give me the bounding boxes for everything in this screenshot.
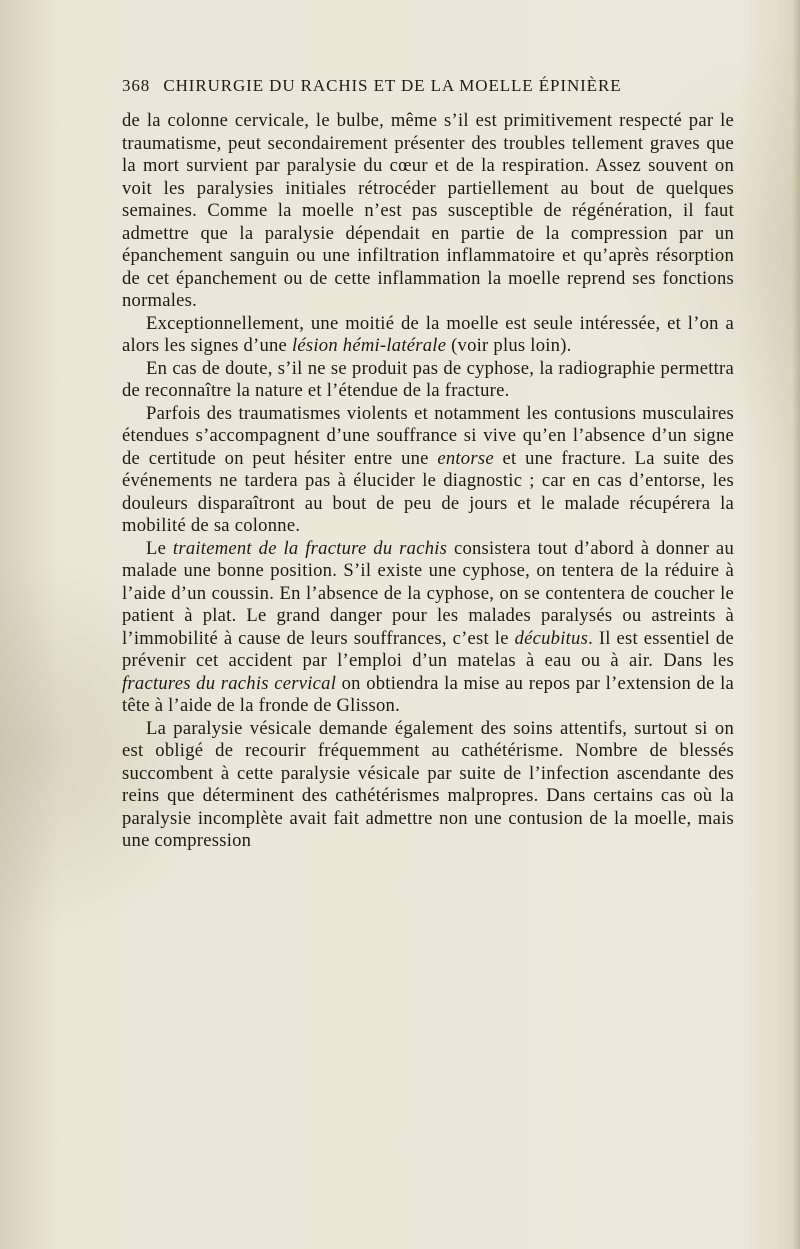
text-run: et une fracture. La suite des événements ne tardera pas à élucider le diagnostic ; car en cas d’entorse, les douleurs disparaîtront au bout de peu de jours et le malade récupérera la mobilité de sa colonne. [122,447,734,536]
italic-text: décubitus [514,627,589,649]
text-run: Le [146,537,173,559]
text-run: Exceptionnellement, une moitié de la moelle est seule intéressée, et l’on a alors les signes d’une [122,312,734,356]
paragraph [122,110,734,313]
paragraph [122,538,734,718]
text-run: La paralysie vésicale demande également des soins attentifs, surtout si on est obligé de recourir fréquemment au cathétérisme. Nombre de blessés succombent à cette paralysie vésicale par suite de l’infection ascendante des reins que déterminent des cathétérismes malpropres. Dans certains cas où la paralysie incomplète avait fait admettre non une contusion de la moelle, mais une compression [122,717,734,851]
text-run: En cas de doute, s’il ne se produit pas de cyphose, la radiographie permettra de reconnaître la nature et l’étendue de la fracture. [122,357,734,401]
text-run: . Il est essentiel de prévenir cet accident par l’emploi d’un matelas à eau ou à air. Dans les [122,627,734,671]
text-run: Parfois des traumatismes violents et notamment les contusions musculaires étendues s’accompagnent d’une souffrance si vive qu’en l’absence d’un signe de certitude on peut hésiter entre une [122,402,734,469]
page-number: 368 [122,76,151,95]
paragraph [122,403,734,538]
italic-text: fractures du rachis cervical [122,672,337,694]
text-run: consistera tout d’abord à donner au malade une bonne position. S’il existe une cyphose, on tentera de la réduire à l’aide d’un coussin. En l’absence de la cyphose, on se contentera de coucher le patient à plat. Le grand danger pour les malades paralysés ou astreints à l’immobilité à cause de leurs souffrances, c’est le [122,537,734,649]
body-text [122,110,734,853]
text-run: on obtiendra la mise au repos par l’extension de la tête à l’aide de la fronde de Glisson. [122,672,734,716]
text-run: (voir plus loin). [446,335,572,356]
paragraph [122,718,734,853]
italic-text: entorse [437,447,494,469]
paragraph [122,358,734,403]
italic-text: lésion hémi-latérale [291,335,447,356]
running-header [122,76,742,96]
italic-text: traitement de la fracture du rachis [172,537,448,559]
running-title: CHIRURGIE DU RACHIS ET DE LA MOELLE ÉPINIÈRE [163,76,622,95]
paragraph [122,313,734,358]
page-edge [792,0,800,1249]
text-run: de la colonne cervicale, le bulbe, même s’il est primitivement respecté par le traumatisme, peut secondairement présenter des troubles tellement graves que la mort survient par paralysie du cœur et de la respiration. Assez souvent on voit les paralysies initiales rétrocéder partiellement au bout de quelques semaines. Comme la moelle n’est pas susceptible de régénération, il faut admettre que la paralysie dépendait en partie de la compression par un épanchement sanguin ou une infiltration inflammatoire et qu’après résorption de cet épanchement ou de cette inflammation la moelle reprend ses fonctions normales. [122,110,734,311]
